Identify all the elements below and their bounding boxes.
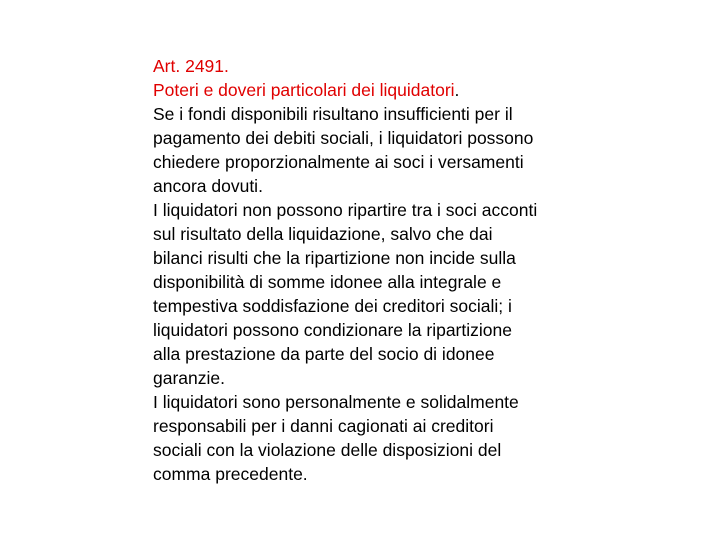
body-line: disponibilità di somme idonee alla integrale e xyxy=(153,272,502,292)
body-line: comma precedente. xyxy=(153,464,308,484)
body-line: garanzie. xyxy=(153,368,225,388)
body-line: sociali con la violazione delle disposizioni del xyxy=(153,440,502,460)
body-line: bilanci risulti che la ripartizione non incide sulla xyxy=(153,248,516,268)
body-line: Se i fondi disponibili risultano insufficienti per il xyxy=(153,104,513,124)
article-number: Art. 2491. xyxy=(153,56,229,76)
article-title-line xyxy=(153,78,613,102)
body-line: chiedere proporzionalmente ai soci i versamenti xyxy=(153,152,524,172)
article-title-period: . xyxy=(454,80,460,100)
body-line: responsabili per i danni cagionati ai creditori xyxy=(153,416,494,436)
article-title: Poteri e doveri particolari dei liquidatori xyxy=(153,80,455,100)
body-line: alla prestazione da parte del socio di idonee xyxy=(153,344,495,364)
body-line: I liquidatori sono personalmente e solidalmente xyxy=(153,392,519,412)
body-line: ancora dovuti. xyxy=(153,176,263,196)
body-line: pagamento dei debiti sociali, i liquidatori possono xyxy=(153,128,534,148)
body-line: tempestiva soddisfazione dei creditori sociali; i xyxy=(153,296,512,316)
body-line: sul risultato della liquidazione, salvo che dai xyxy=(153,224,493,244)
body-line: liquidatori possono condizionare la ripartizione xyxy=(153,320,512,340)
article-text-block xyxy=(153,54,613,486)
body-line: I liquidatori non possono ripartire tra i soci acconti xyxy=(153,200,538,220)
